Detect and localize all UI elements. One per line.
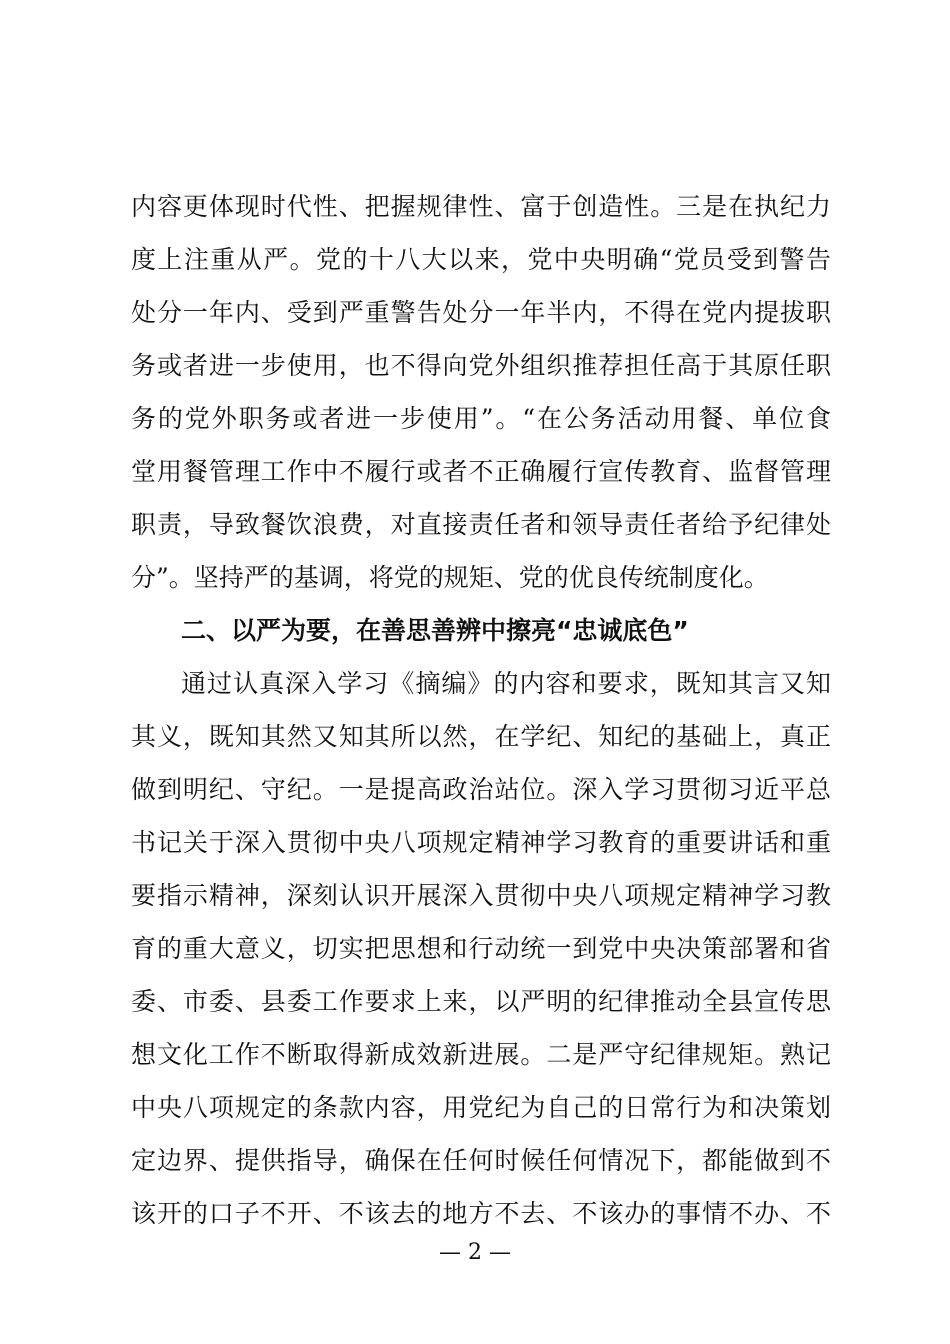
body-text-line: 书记关于深入贯彻中央八项规定精神学习教育的重要讲话和重: [131, 828, 831, 857]
body-text-line: 务的党外职务或者进一步使用”。“在公务活动用餐、单位食: [131, 404, 831, 433]
body-text-line: 做到明纪、守纪。一是提高政治站位。深入学习贯彻习近平总: [131, 775, 831, 804]
body-text-line: 务或者进一步使用，也不得向党外组织推荐担任高于其原任职: [131, 351, 831, 380]
body-text-line: 定边界、提供指导，确保在任何时候任何情况下，都能做到不: [131, 1146, 831, 1175]
paragraph-first-line: 通过认真深入学习《摘编》的内容和要求，既知其言又知: [181, 669, 831, 698]
body-text-line: 育的重大意义，切实把思想和行动统一到党中央决策部署和省: [131, 934, 831, 963]
body-text-line: 该开的口子不开、不该去的地方不去、不该办的事情不办、不: [131, 1199, 831, 1228]
body-text-line: 处分一年内、受到严重警告处分一年半内，不得在党内提拔职: [131, 298, 831, 327]
body-text-line: 堂用餐管理工作中不履行或者不正确履行宣传教育、监督管理: [131, 457, 831, 486]
body-text-line: 其义，既知其然又知其所以然，在学纪、知纪的基础上，真正: [131, 722, 831, 751]
page-number: — 2 —: [439, 1240, 511, 1265]
body-text-line: 要指示精神，深刻认识开展深入贯彻中央八项规定精神学习教: [131, 881, 831, 910]
body-text-line: 度上注重从严。党的十八大以来，党中央明确“党员受到警告: [131, 245, 831, 274]
body-text-line: 内容更体现时代性、把握规律性、富于创造性。三是在执纪力: [131, 192, 831, 221]
body-text-line: 委、市委、县委工作要求上来，以严明的纪律推动全县宣传思: [131, 987, 831, 1016]
body-text-line: 想文化工作不断取得新成效新进展。二是严守纪律规矩。熟记: [131, 1040, 831, 1069]
section-heading: 二、以严为要，在善思善辨中擦亮“忠诚底色”: [181, 616, 689, 645]
body-text-line: 职责，导致餐饮浪费，对直接责任者和领导责任者给予纪律处: [131, 510, 831, 539]
body-text-line: 中央八项规定的条款内容，用党纪为自己的日常行为和决策划: [131, 1093, 831, 1122]
body-text-line: 分”。坚持严的基调，将党的规矩、党的优良传统制度化。: [131, 563, 769, 592]
